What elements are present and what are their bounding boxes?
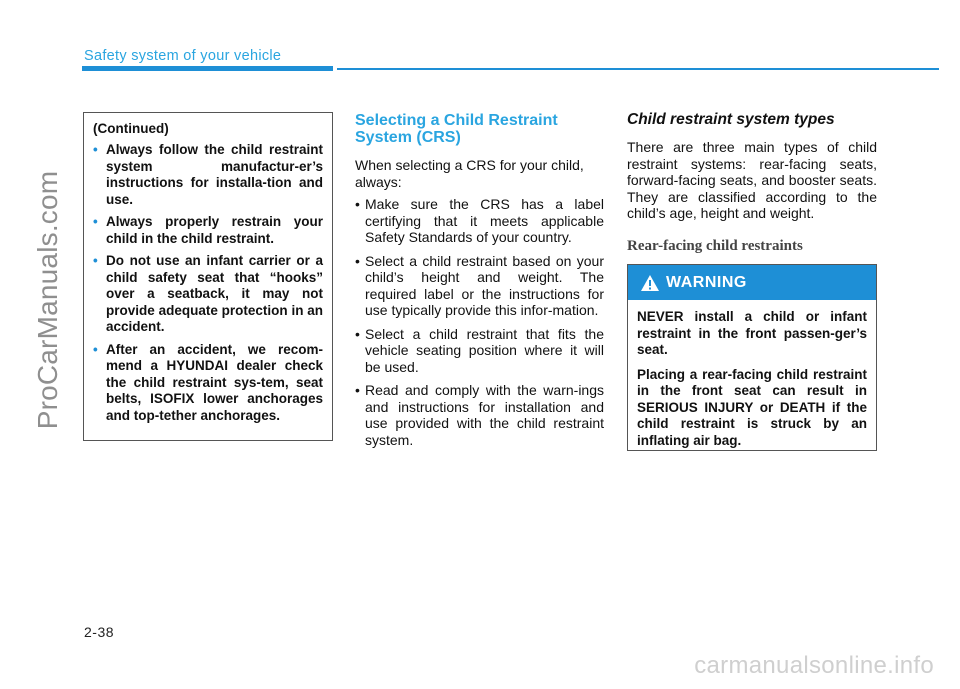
bullet-icon: • (93, 341, 98, 357)
list-item-text: Always follow the child restraint system manufactur-er’s instructions for installa-tion and use. (106, 142, 323, 207)
list-item-text: Select a child restraint based on your child’s height and weight. The required label or the instructions for use typically provide this infor-mation. (365, 252, 604, 318)
list-item-text: Make sure the CRS has a label certifying that it meets applicable Safety Standards of your country. (365, 196, 604, 245)
continued-list (93, 142, 323, 424)
warning-triangle-icon (640, 274, 660, 292)
page-number: 2-38 (84, 624, 115, 640)
continued-heading: (Continued) (93, 121, 169, 136)
list-item-text: Select a child restraint that fits the vehicle seating position where it will be used. (365, 325, 604, 375)
selecting-section (355, 112, 604, 455)
warning-label: WARNING (666, 273, 747, 291)
types-paragraph: There are three main types of child restraint systems: rear-facing seats, forward-facing seats, and booster seats. They are classified according to the child’s age, height and weight. (627, 139, 877, 221)
warning-paragraph: NEVER install a child or infant restraint in the front passen-ger’s seat. (637, 309, 867, 357)
section-title: Safety system of your vehicle (84, 48, 282, 64)
warning-box (627, 264, 877, 451)
header-rule-thick (82, 66, 333, 71)
list-item-text: Read and comply with the warn-ings and instructions for installation and use provided with the child restraint system. (365, 382, 604, 448)
list-item-text: Always properly restrain your child in the child restraint. (106, 214, 323, 246)
bullet-icon: • (93, 253, 98, 268)
list-item (93, 142, 323, 208)
bullet-icon: • (355, 196, 360, 212)
selecting-list (355, 196, 604, 448)
bullet-icon: • (355, 325, 360, 342)
list-item (355, 196, 604, 246)
list-item (93, 214, 323, 247)
bullet-icon: • (93, 214, 98, 229)
header-rule-thin (337, 68, 939, 70)
selecting-intro: When selecting a CRS for your child, always: (355, 157, 584, 190)
warning-body (628, 300, 876, 449)
types-title: Child restraint system types (627, 111, 835, 128)
side-watermark (18, 0, 78, 689)
footer-watermark: carmanualsonline.info (694, 652, 934, 679)
list-item-text: Do not use an infant carrier or a child safety seat that “hooks” over a seatback, it may not provide adequate protection in an accident. (106, 253, 323, 334)
continued-box (83, 112, 333, 441)
warning-header (628, 265, 876, 300)
warning-paragraph: Placing a rear-facing child restraint in the front seat can result in SERIOUS INJURY or DEATH if the child restraint is struck by an inflating air bag. (637, 366, 867, 448)
list-item (93, 342, 323, 425)
list-item-text: After an accident, we recom-mend a HYUNDAI dealer check the child restraint sys-tem, seat belts, ISOFIX lower anchorages and top-tether anchorages. (106, 341, 323, 423)
list-item (355, 326, 604, 376)
bullet-icon: • (93, 142, 98, 157)
rear-facing-subheading: Rear-facing child restraints (627, 238, 803, 254)
list-item (355, 382, 604, 448)
side-watermark-text: ProCarManuals.com (32, 170, 63, 430)
list-item (93, 253, 323, 336)
list-item (355, 253, 604, 319)
selecting-title: Selecting a Child Restraint System (CRS) (355, 112, 558, 146)
bullet-icon: • (355, 252, 360, 269)
types-section (627, 111, 877, 222)
bullet-icon: • (355, 382, 360, 398)
